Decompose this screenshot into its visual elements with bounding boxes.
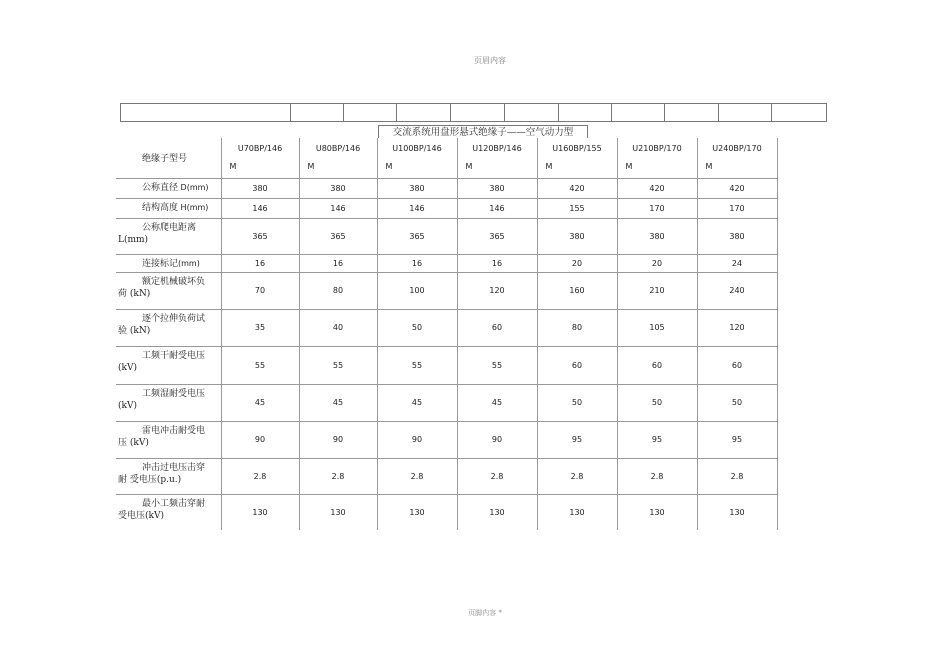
spec-value-cell: 2.8 [457, 458, 537, 494]
spec-value-cell: 55 [377, 346, 457, 384]
spec-value-cell: 120 [697, 309, 777, 346]
spec-value-cell: 40 [299, 309, 377, 346]
model-suffix: M [545, 161, 553, 171]
model-name: U240BP/170 [712, 143, 762, 153]
spec-value-cell: 90 [457, 421, 537, 458]
spec-row [116, 458, 777, 494]
strip-cell [559, 104, 612, 121]
model-name-cell [617, 138, 697, 178]
spec-value-cell: 365 [377, 218, 457, 254]
row-label-continued: 耐 受电压(p.u.) [118, 474, 182, 485]
spec-value-cell: 55 [457, 346, 537, 384]
spec-value-cell: 146 [299, 198, 377, 218]
spec-row-label [116, 421, 221, 458]
model-name: U120BP/146 [472, 143, 522, 153]
model-suffix: M [229, 161, 237, 171]
strip-cell [505, 104, 559, 121]
spec-value-cell: 420 [697, 178, 777, 198]
spec-value-cell: 380 [617, 218, 697, 254]
strip-cell [772, 104, 826, 121]
spec-row-label [116, 254, 221, 272]
strip-cell [665, 104, 719, 121]
row-label-main: 公称爬电距离 [142, 222, 197, 233]
spec-value-cell: 130 [617, 494, 697, 530]
spec-value-cell: 105 [617, 309, 697, 346]
spec-value-cell: 146 [457, 198, 537, 218]
model-suffix: M [705, 161, 713, 171]
row-label-continued: L(mm) [118, 234, 149, 245]
spec-value-cell: 170 [697, 198, 777, 218]
spec-value-cell: 16 [457, 254, 537, 272]
spec-value-cell: 45 [457, 384, 537, 421]
row-label-main: 工频干耐受电压 [142, 350, 206, 361]
spec-value-cell: 16 [299, 254, 377, 272]
strip-cell [291, 104, 345, 121]
spec-value-cell: 380 [457, 178, 537, 198]
spec-value-cell: 240 [697, 272, 777, 309]
spec-row [116, 384, 777, 421]
spec-row [116, 178, 777, 198]
model-suffix: M [307, 161, 315, 171]
row-label-continued: 压 (kV) [118, 437, 149, 448]
model-name: U80BP/146 [315, 143, 361, 153]
spec-row-label [116, 272, 221, 309]
spec-value-cell: 50 [697, 384, 777, 421]
page-footer-note: 页脚内容 * [468, 609, 502, 617]
spec-value-cell: 130 [299, 494, 377, 530]
row-label-main: 结构高度 [142, 202, 179, 213]
spec-value-cell: 380 [221, 178, 299, 198]
spec-value-cell: 420 [537, 178, 617, 198]
spec-value-cell: 380 [537, 218, 617, 254]
row-label-unit: H(mm) [178, 202, 209, 212]
spec-value-cell: 60 [457, 309, 537, 346]
model-name: U210BP/170 [632, 143, 682, 153]
spec-value-cell: 60 [537, 346, 617, 384]
row-label-continued: 验 (kN) [118, 325, 151, 336]
strip-cell [451, 104, 505, 121]
row-label-continued: 荷 (kN) [118, 288, 151, 299]
spec-value-cell: 80 [299, 272, 377, 309]
spec-value-cell: 130 [457, 494, 537, 530]
spec-value-cell: 35 [221, 309, 299, 346]
spec-value-cell: 80 [537, 309, 617, 346]
row-label-main: 连接标记 [142, 258, 179, 269]
spec-row [116, 309, 777, 346]
spec-value-cell: 146 [221, 198, 299, 218]
spec-value-cell: 55 [299, 346, 377, 384]
spec-row [116, 218, 777, 254]
empty-table-strip [120, 103, 827, 122]
row-label-main: 最小工频击穿耐 [142, 498, 206, 509]
spec-value-cell: 2.8 [537, 458, 617, 494]
spec-row-label [116, 494, 221, 530]
spec-value-cell: 90 [299, 421, 377, 458]
spec-row-label [116, 346, 221, 384]
spec-value-cell: 210 [617, 272, 697, 309]
spec-value-cell: 55 [221, 346, 299, 384]
spec-value-cell: 16 [377, 254, 457, 272]
row-label-continued: (kV) [118, 400, 137, 411]
spec-value-cell: 365 [299, 218, 377, 254]
spec-value-cell: 2.8 [221, 458, 299, 494]
spec-row [116, 421, 777, 458]
spec-value-cell: 60 [617, 346, 697, 384]
spec-row-label [116, 458, 221, 494]
model-header-row [116, 138, 777, 178]
model-name: U70BP/146 [237, 143, 283, 153]
spec-value-cell: 380 [697, 218, 777, 254]
spec-value-cell: 24 [697, 254, 777, 272]
spec-value-cell: 420 [617, 178, 697, 198]
table-caption: 交流系统用盘形悬式绝缘子——空气动力型 [378, 125, 588, 138]
spec-value-cell: 130 [221, 494, 299, 530]
spec-value-cell: 130 [377, 494, 457, 530]
spec-value-cell: 45 [377, 384, 457, 421]
row-label-main: 额定机械破坏负 [142, 276, 206, 287]
spec-value-cell: 2.8 [697, 458, 777, 494]
spec-value-cell: 170 [617, 198, 697, 218]
spec-value-cell: 95 [697, 421, 777, 458]
row-label-unit: (mm) [178, 258, 200, 268]
spec-value-cell: 380 [299, 178, 377, 198]
spec-value-cell: 2.8 [377, 458, 457, 494]
spec-value-cell: 100 [377, 272, 457, 309]
strip-cell [719, 104, 772, 121]
spec-value-cell: 155 [537, 198, 617, 218]
spec-value-cell: 20 [537, 254, 617, 272]
spec-value-cell: 50 [617, 384, 697, 421]
spec-value-cell: 50 [377, 309, 457, 346]
page-header-note: 页眉内容 [474, 56, 506, 65]
spec-row [116, 346, 777, 384]
model-suffix: M [465, 161, 473, 171]
spec-row-label [116, 218, 221, 254]
model-header-label: 绝缘子型号 [142, 154, 188, 165]
spec-value-cell: 380 [377, 178, 457, 198]
spec-value-cell: 130 [697, 494, 777, 530]
model-name-cell [697, 138, 777, 178]
model-name-cell [299, 138, 377, 178]
spec-value-cell: 95 [537, 421, 617, 458]
strip-cell [344, 104, 397, 121]
model-name: U160BP/155 [552, 143, 602, 153]
row-label-continued: 受电压(kV) [118, 510, 164, 521]
model-name: U100BP/146 [392, 143, 442, 153]
spec-row [116, 494, 777, 530]
model-suffix: M [625, 161, 633, 171]
spec-value-cell: 45 [221, 384, 299, 421]
strip-cell [397, 104, 451, 121]
spec-value-cell: 2.8 [617, 458, 697, 494]
spec-value-cell: 50 [537, 384, 617, 421]
spec-value-cell: 160 [537, 272, 617, 309]
model-name-cell [377, 138, 457, 178]
spec-value-cell: 90 [221, 421, 299, 458]
row-label-main: 工频湿耐受电压 [142, 388, 206, 399]
spec-value-cell: 365 [457, 218, 537, 254]
model-name-cell [457, 138, 537, 178]
strip-cell [612, 104, 666, 121]
spec-value-cell: 120 [457, 272, 537, 309]
row-label-main: 公称直径 [142, 182, 179, 193]
spec-value-cell: 20 [617, 254, 697, 272]
model-suffix: M [385, 161, 393, 171]
strip-cell [121, 104, 291, 121]
spec-row-label [116, 198, 221, 218]
spec-row-label [116, 178, 221, 198]
spec-value-cell: 95 [617, 421, 697, 458]
spec-value-cell: 90 [377, 421, 457, 458]
model-name-cell [221, 138, 299, 178]
spec-row-label [116, 309, 221, 346]
spec-value-cell: 2.8 [299, 458, 377, 494]
spec-row [116, 272, 777, 309]
spec-value-cell: 60 [697, 346, 777, 384]
row-label-main: 冲击过电压击穿 [142, 462, 206, 473]
spec-value-cell: 130 [537, 494, 617, 530]
row-label-unit: D(mm) [178, 182, 209, 192]
spec-value-cell: 70 [221, 272, 299, 309]
spec-value-cell: 45 [299, 384, 377, 421]
spec-row-label [116, 384, 221, 421]
spec-value-cell: 16 [221, 254, 299, 272]
spec-row [116, 254, 777, 272]
spec-value-cell: 365 [221, 218, 299, 254]
spec-value-cell: 146 [377, 198, 457, 218]
model-name-cell [537, 138, 617, 178]
spec-row [116, 198, 777, 218]
row-label-continued: (kV) [118, 362, 137, 373]
row-label-main: 雷电冲击耐受电 [142, 425, 206, 436]
row-label-main: 逐个拉伸负荷试 [142, 313, 206, 324]
insulator-spec-table [116, 138, 778, 530]
